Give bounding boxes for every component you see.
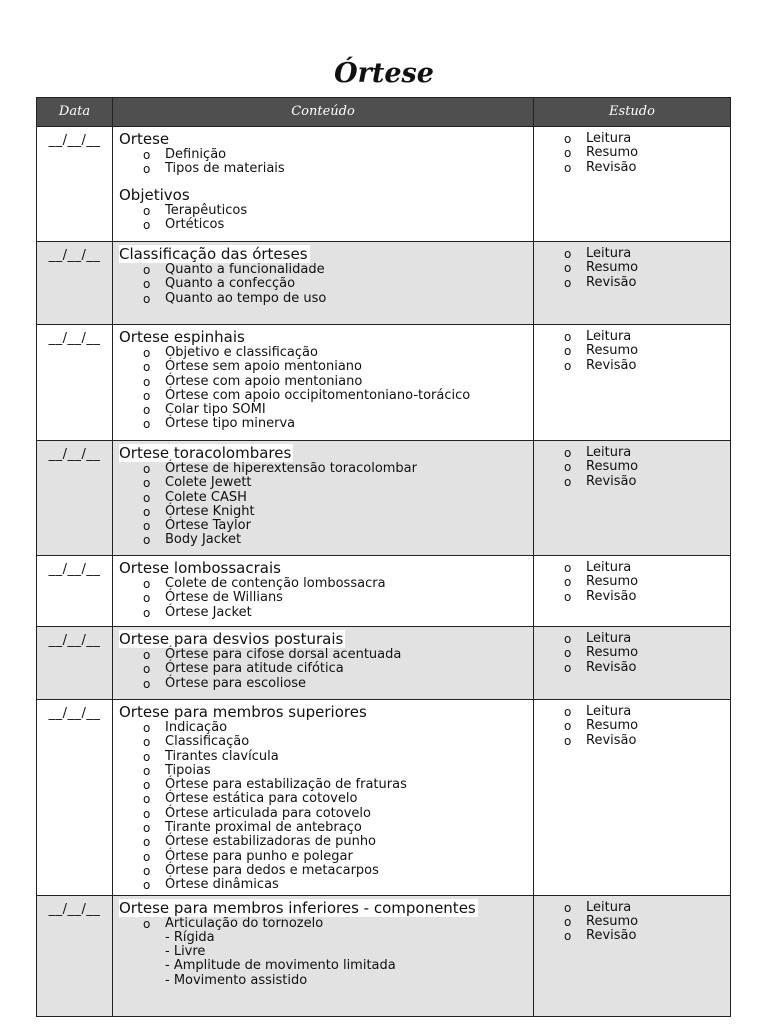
topic-item: o Órtese para escoliose (119, 677, 527, 691)
table-row (37, 627, 731, 700)
date-cell: __/__/__ (37, 242, 113, 325)
study-cell (534, 325, 731, 441)
study-item: o Revisão (534, 661, 730, 675)
study-item: o Leitura (534, 330, 730, 344)
topic-item: o Quanto ao tempo de uso (119, 292, 527, 306)
topic-item: o Tirantes clavícula (119, 750, 527, 764)
topic-item: o Órtese tipo minerva (119, 417, 527, 431)
study-item: o Leitura (534, 901, 730, 915)
date-cell: __/__/__ (37, 895, 113, 1016)
study-item: o Revisão (534, 475, 730, 489)
study-item: o Revisão (534, 359, 730, 373)
topic-item: o Órtese estática para cotovelo (119, 792, 527, 806)
topic-item: o Órtese estabilizadoras de punho (119, 835, 527, 849)
table-header-row (37, 98, 731, 127)
topic-item: o Terapêuticos (119, 204, 527, 218)
study-checklist (534, 901, 730, 944)
date-cell: __/__/__ (37, 441, 113, 556)
topic-list (119, 346, 527, 432)
topic-heading (119, 704, 527, 721)
topic-item: o Articulação do tornozelo (119, 917, 527, 931)
study-cell (534, 556, 731, 627)
study-item: o Revisão (534, 590, 730, 604)
date-cell: __/__/__ (37, 325, 113, 441)
topic-item: o Colete CASH (119, 491, 527, 505)
study-item: o Resumo (534, 460, 730, 474)
topic-heading-text: Ortese para membros inferiores - componentes (119, 898, 476, 917)
study-item: o Resumo (534, 146, 730, 160)
study-item: o Leitura (534, 632, 730, 646)
table-row (37, 242, 731, 325)
topic-item: o Colar tipo SOMI (119, 403, 527, 417)
column-header-study: Estudo (534, 98, 731, 127)
topic-heading (119, 187, 527, 204)
content-cell (113, 895, 534, 1016)
table-row (37, 325, 731, 441)
study-item: o Revisão (534, 161, 730, 175)
topic-item: o Definição (119, 148, 527, 162)
topic-item: o Órtese Taylor (119, 519, 527, 533)
topic-list (119, 263, 527, 306)
study-cell (534, 627, 731, 700)
topic-item: o Órtese com apoio mentoniano (119, 375, 527, 389)
topic-heading (119, 445, 527, 462)
table-row (37, 127, 731, 242)
topic-item: o Órtese articulada para cotovelo (119, 807, 527, 821)
study-item: o Leitura (534, 247, 730, 261)
topic-list (119, 204, 527, 233)
column-header-date: Data (37, 98, 113, 127)
column-header-content: Conteúdo (113, 98, 534, 127)
study-cell (534, 441, 731, 556)
topic-heading-text: Ortese para membros superiores (119, 703, 367, 721)
topic-heading-text: Ortese toracolombares (119, 444, 292, 462)
topic-item: o Indicação (119, 721, 527, 735)
topic-heading-text: Ortese lombossacrais (119, 559, 281, 577)
topic-item: o Órtese para dedos e metacarpos (119, 864, 527, 878)
study-item: o Resumo (534, 344, 730, 358)
topic-item: o Órtese dinâmicas (119, 878, 527, 892)
topic-item: o Órtese Knight (119, 505, 527, 519)
table-row (37, 700, 731, 896)
study-cell (534, 242, 731, 325)
table-row (37, 895, 731, 1016)
topic-item: o Órtese com apoio occipitomentoniano-torácico (119, 389, 527, 403)
study-cell (534, 895, 731, 1016)
topic-item: o Órtese para punho e polegar (119, 850, 527, 864)
study-checklist (534, 446, 730, 489)
topic-item: o Quanto a funcionalidade (119, 263, 527, 277)
topic-heading (119, 131, 527, 148)
study-checklist (534, 705, 730, 748)
topic-heading-text: Classificação das órteses (119, 245, 308, 263)
study-item: o Resumo (534, 575, 730, 589)
topic-heading (119, 900, 527, 917)
subtopic-list (119, 931, 527, 988)
content-cell (113, 325, 534, 441)
content-cell (113, 627, 534, 700)
study-item: o Leitura (534, 561, 730, 575)
topic-item: o Órtese para cifose dorsal acentuada (119, 648, 527, 662)
topic-heading-text: Ortese (119, 130, 170, 148)
page-title: Órtese (334, 58, 434, 89)
study-plan-table (36, 97, 731, 1017)
content-cell (113, 127, 534, 242)
study-checklist (534, 561, 730, 604)
date-cell: __/__/__ (37, 627, 113, 700)
table-row (37, 441, 731, 556)
study-checklist (534, 330, 730, 373)
topic-item: o Body Jacket (119, 533, 527, 547)
topic-item: o Órtese de Willians (119, 591, 527, 605)
content-cell (113, 242, 534, 325)
topic-item: o Tipos de materiais (119, 162, 527, 176)
topic-item: o Quanto a confecção (119, 277, 527, 291)
topic-item: o Colete Jewett (119, 476, 527, 490)
topic-heading (119, 631, 527, 648)
topic-heading-text: Ortese para desvios posturais (119, 630, 344, 648)
topic-heading (119, 246, 527, 263)
study-item: o Leitura (534, 705, 730, 719)
topic-item: o Órtese para atitude cifótica (119, 662, 527, 676)
topic-heading-text: Ortese espinhais (119, 328, 245, 346)
study-cell (534, 127, 731, 242)
study-item: o Leitura (534, 446, 730, 460)
content-cell (113, 700, 534, 896)
topic-item: o Colete de contenção lombossacra (119, 577, 527, 591)
topic-list (119, 577, 527, 620)
topic-item: o Tipoias (119, 764, 527, 778)
topic-heading (119, 329, 527, 346)
study-item: o Revisão (534, 734, 730, 748)
topic-list (119, 917, 527, 931)
table-row (37, 556, 731, 627)
study-item: o Resumo (534, 261, 730, 275)
topic-heading (119, 560, 527, 577)
date-cell: __/__/__ (37, 127, 113, 242)
study-item: o Revisão (534, 276, 730, 290)
study-item: o Resumo (534, 719, 730, 733)
study-checklist (534, 132, 730, 175)
table-body (37, 127, 731, 1017)
date-cell: __/__/__ (37, 556, 113, 627)
subtopic-item: - Amplitude de movimento limitada (165, 958, 396, 974)
study-cell (534, 700, 731, 896)
topic-item: o Classificação (119, 735, 527, 749)
topic-list (119, 148, 527, 177)
study-item: o Resumo (534, 646, 730, 660)
topic-item: o Ortéticos (119, 218, 527, 232)
study-item: o Leitura (534, 132, 730, 146)
topic-item: o Tirante proximal de antebraço (119, 821, 527, 835)
topic-item: o Órtese Jacket (119, 606, 527, 620)
topic-item: o Objetivo e classificação (119, 346, 527, 360)
topic-heading-text: Objetivos (119, 185, 190, 204)
topic-item: o Órtese para estabilização de fraturas (119, 778, 527, 792)
subtopic-item: - Rígida (165, 929, 215, 945)
content-cell (113, 556, 534, 627)
study-item: o Revisão (534, 929, 730, 943)
topic-list (119, 721, 527, 893)
topic-item: o Órtese de hiperextensão toracolombar (119, 462, 527, 476)
topic-item: o Órtese sem apoio mentoniano (119, 360, 527, 374)
subtopic-item: - Livre (165, 944, 206, 960)
study-checklist (534, 247, 730, 290)
study-checklist (534, 632, 730, 675)
study-item: o Resumo (534, 915, 730, 929)
topic-list (119, 462, 527, 548)
content-cell (113, 441, 534, 556)
subtopic-item: - Movimento assistido (165, 972, 308, 988)
topic-list (119, 648, 527, 691)
date-cell: __/__/__ (37, 700, 113, 896)
